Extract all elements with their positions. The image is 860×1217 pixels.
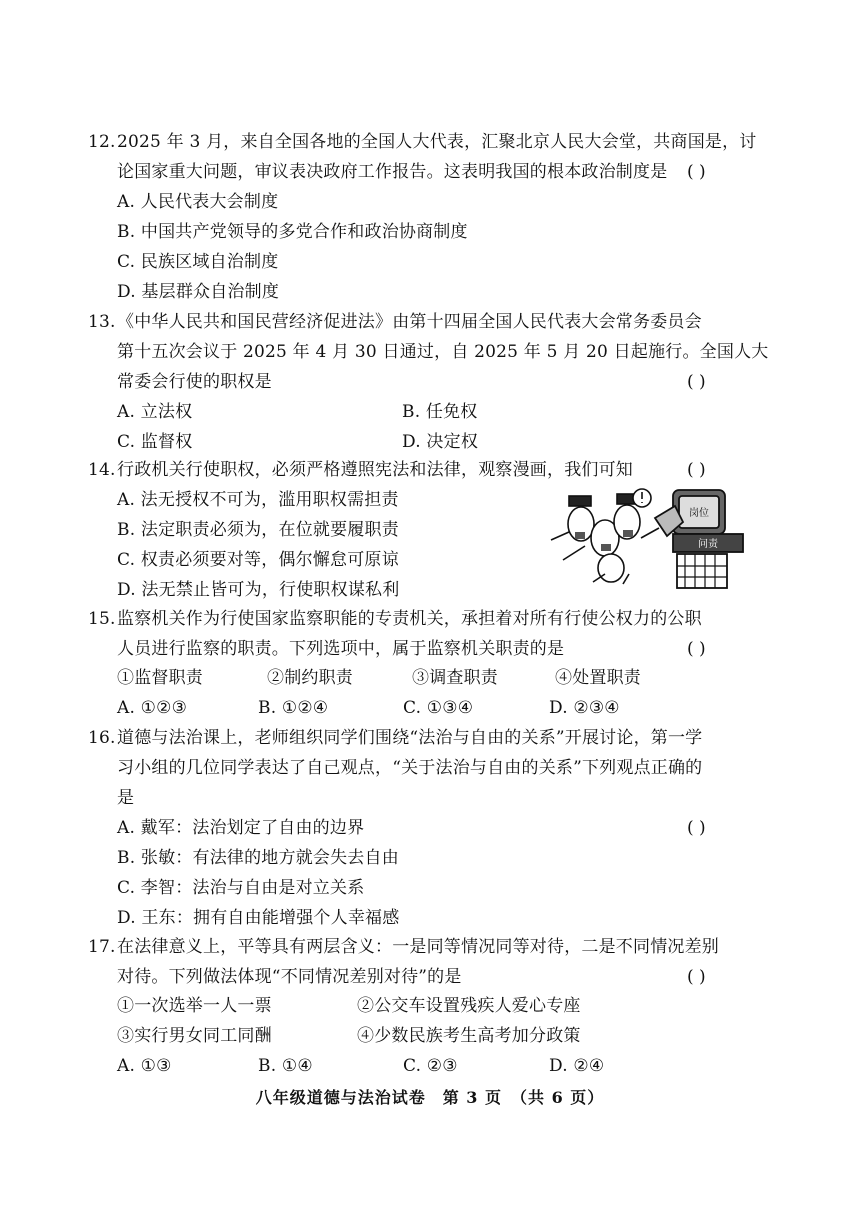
question-stem-line: 人员进行监察的职责。下列选项中，属于监察机关职责的是	[117, 639, 565, 659]
cartoon-desk-label: 问责	[698, 539, 718, 550]
question-stem-line: 《中华人民共和国民营经济促进法》由第十四届全国人民代表大会常务委员会	[117, 312, 702, 332]
question-stem-line: 2025 年 3 月，来自全国各地的全国人大代表，汇聚北京人民大会堂，共商国是，讨	[117, 132, 757, 152]
accountability-cartoon	[545, 482, 750, 590]
option-b: B. ①④	[258, 1056, 313, 1076]
option-c: C. 监督权	[117, 432, 193, 452]
option-a: A. ①③	[117, 1056, 172, 1076]
question-number: 12.	[88, 132, 116, 152]
option-b: B. 法定职责必须为，在位就要履职责	[117, 520, 399, 540]
option-b: B. 张敏：有法律的地方就会失去自由	[117, 848, 399, 868]
question-number: 15.	[88, 609, 116, 629]
answer-paren: ( )	[687, 967, 706, 987]
question-number: 14.	[88, 460, 116, 480]
question-stem-line: 在法律意义上，平等具有两层含义：一是同等情况同等对待，二是不同情况差别	[117, 937, 719, 957]
question-stem-line: 第十五次会议于 2025 年 4 月 30 日通过，自 2025 年 5 月 20 日起施行。全国人大	[117, 342, 769, 362]
option-d: D. 决定权	[402, 432, 479, 452]
option-d: D. 法无禁止皆可为，行使职权谋私利	[117, 580, 400, 600]
option-a: A. 人民代表大会制度	[117, 192, 279, 212]
option-c: C. 李智：法治与自由是对立关系	[117, 878, 365, 898]
option-d: D. 基层群众自治制度	[117, 282, 280, 302]
option-a: A. 立法权	[117, 402, 193, 422]
question-stem-line: 对待。下列做法体现“不同情况差别对待”的是	[117, 967, 462, 987]
question-stem-line: 是	[117, 788, 135, 808]
question-stem-line: 习小组的几位同学表达了自己观点，“关于法治与自由的关系”下列观点正确的	[117, 758, 703, 778]
option-a: A. 戴军：法治划定了自由的边界	[117, 818, 365, 838]
statement-item: ②公交车设置残疾人爱心专座	[357, 996, 581, 1016]
statement-item: ③实行男女同工同酬	[117, 1026, 272, 1046]
answer-paren: ( )	[687, 372, 706, 392]
option-b: B. 中国共产党领导的多党合作和政治协商制度	[117, 222, 468, 242]
option-c: C. 民族区域自治制度	[117, 252, 279, 272]
question-number: 13.	[88, 312, 116, 332]
question-stem-line: 行政机关行使职权，必须严格遵照宪法和法律，观察漫画，我们可知	[117, 460, 633, 480]
option-d: D. ②③④	[549, 698, 620, 718]
question-stem-line: 道德与法治课上，老师组织同学们围绕“法治与自由的关系”开展讨论，第一学	[117, 728, 703, 748]
answer-paren: ( )	[687, 639, 706, 659]
option-b: B. 任免权	[402, 402, 478, 422]
question-number: 16.	[88, 728, 116, 748]
answer-paren: ( )	[687, 162, 706, 182]
statement-item: ④处置职责	[555, 668, 641, 688]
answer-paren: ( )	[687, 818, 706, 838]
option-d: D. 王东：拥有自由能增强个人幸福感	[117, 908, 400, 928]
question-stem-line: 论国家重大问题，审议表决政府工作报告。这表明我国的根本政治制度是	[117, 162, 668, 182]
statement-item: ④少数民族考生高考加分政策	[357, 1026, 581, 1046]
answer-paren: ( )	[687, 460, 706, 480]
option-a: A. 法无授权不可为，滥用职权需担责	[117, 490, 399, 510]
question-stem-line: 监察机关作为行使国家监察职能的专责机关，承担着对所有行使公权力的公职	[117, 609, 702, 629]
question-stem-line: 常委会行使的职权是	[117, 372, 272, 392]
statement-item: ②制约职责	[267, 668, 353, 688]
option-d: D. ②④	[549, 1056, 605, 1076]
question-number: 17.	[88, 937, 116, 957]
option-a: A. ①②③	[117, 698, 188, 718]
statement-item: ③调查职责	[412, 668, 498, 688]
cartoon-post-label: 岗位	[689, 508, 709, 519]
option-c: C. ①③④	[403, 698, 474, 718]
option-b: B. ①②④	[258, 698, 329, 718]
page-footer: 八年级道德与法治试卷 第 3 页 （共 6 页）	[255, 1088, 605, 1107]
option-c: C. 权责必须要对等，偶尔懈怠可原谅	[117, 550, 399, 570]
option-c: C. ②③	[403, 1056, 458, 1076]
statement-item: ①监督职责	[117, 668, 203, 688]
statement-item: ①一次选举一人一票	[117, 996, 272, 1016]
